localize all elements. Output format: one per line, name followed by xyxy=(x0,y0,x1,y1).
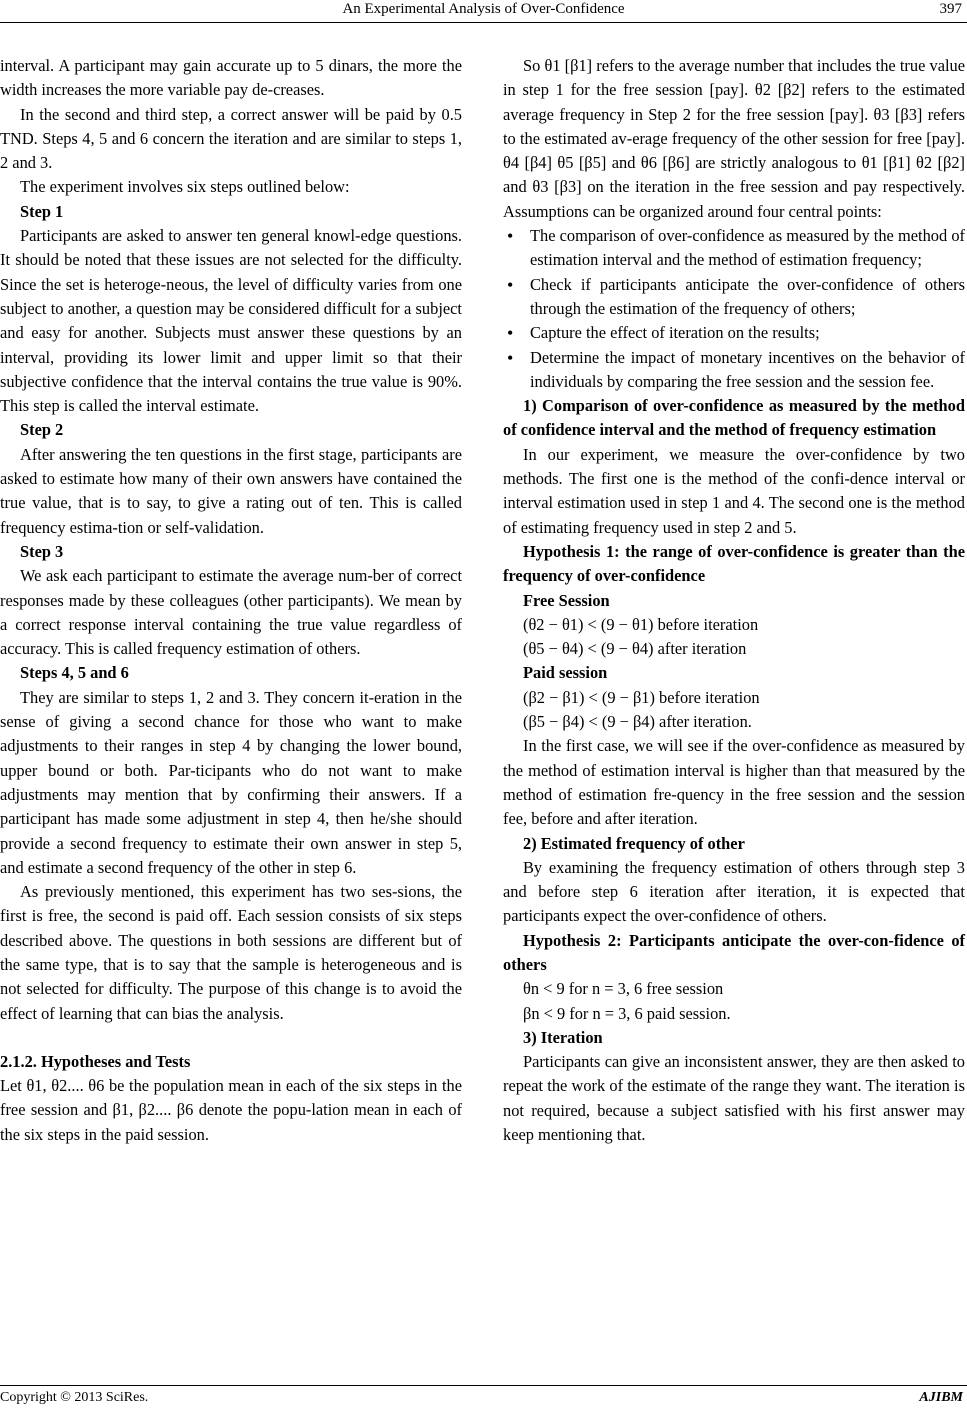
paragraph: As previously mentioned, this experiment has two ses-sions, the first is free, the second is paid off. Each session consists of six steps described above. The questions in both sessions are different but of the same type, that is to say that the sample is heterogeneous and is not selected for difficulty. The purpose of this change is to avoid the effect of learning that can bias the analysis. xyxy=(0,882,462,1023)
footer-rule xyxy=(0,1385,967,1386)
right-column xyxy=(503,54,965,1147)
list-item: • Capture the effect of iteration on the results; xyxy=(503,321,965,345)
hypothesis-heading: Hypothesis 1: the range of over-confidence is greater than the frequency of over-confidence xyxy=(503,541,965,586)
subsection-heading: 2) Estimated frequency of other xyxy=(523,833,745,853)
list-item: • Determine the impact of monetary incentives on the behavior of individuals by comparing the free session and the session fee. xyxy=(503,346,965,395)
formula: (θ5 − θ4) < (9 − θ4) after iteration xyxy=(523,639,747,659)
header-rule xyxy=(0,22,967,23)
step-heading: Step 2 xyxy=(20,420,64,440)
session-heading: Free Session xyxy=(523,590,610,610)
formula: θn < 9 for n = 3, 6 free session xyxy=(523,979,724,999)
page-number: 397 xyxy=(939,1,962,17)
paragraph: interval. A participant may gain accurate up to 5 dinars, the more the width increases the more variable pay de-creases. xyxy=(0,56,462,100)
paragraph: Participants can give an inconsistent answer, they are then asked to repeat the work of the estimate of the range they want. The iteration is not required, because a subject satisfied with his first answer may keep mentioning that. xyxy=(503,1052,965,1145)
formula: (β2 − β1) < (9 − β1) before iteration xyxy=(523,687,760,707)
paragraph: Let θ1, θ2.... θ6 be the population mean in each of the six steps in the free session and β1, β2.... β6 denote the popu-lation mean in each of the six steps in the paid session. xyxy=(0,1076,462,1144)
paragraph: We ask each participant to estimate the average num-ber of correct responses made by these colleagues (other participants). We mean by a correct response interval containing the true value regardless of accuracy. This is called frequency estimation of others. xyxy=(0,566,462,659)
hypothesis-heading: Hypothesis 2: Participants anticipate the over-con-fidence of others xyxy=(503,930,965,974)
paragraph: By examining the frequency estimation of others through step 3 and before step 6 iteration after iteration, it is expected that participants expect the over-confidence of others. xyxy=(503,857,965,926)
subsection-heading: 3) Iteration xyxy=(523,1027,603,1047)
formula: βn < 9 for n = 3, 6 paid session. xyxy=(523,1003,731,1023)
step-heading: Step 1 xyxy=(20,201,64,221)
page-footer xyxy=(0,1385,967,1409)
page-header xyxy=(0,0,967,26)
paragraph: Participants are asked to answer ten general knowl-edge questions. It should be noted that these issues are not selected for the difficulty. Since the set is heteroge-neous, the level of difficulty varies from one subject to another, a question may be considered difficult for a subject and easy for another. Subjects must answer these questions by an interval, providing its lower limit and upper limit so that their subjective confidence that the interval contains the true value is 90%. This step is called the interval estimate. xyxy=(0,226,462,416)
subsection-heading: 1) Comparison of over-confidence as measured by the method of confidence interval and the method of frequency estimation xyxy=(503,396,965,440)
paragraph: In our experiment, we measure the over-confidence by two methods. The first one is the method of the confi-dence interval or interval estimation used in step 1 and 4. The second one is the method of estimating frequency used in step 2 and 5. xyxy=(503,444,965,537)
section-heading: 2.1.2. Hypotheses and Tests xyxy=(0,1051,191,1071)
left-column xyxy=(0,54,462,1147)
formula: (θ2 − θ1) < (9 − θ1) before iteration xyxy=(523,614,759,634)
assumption-list xyxy=(503,224,965,394)
list-item: • The comparison of over-confidence as measured by the method of estimation interval and the method of estimation frequency; xyxy=(503,224,965,273)
paragraph: In the first case, we will see if the over-confidence as measured by the method of estimation interval is higher than that measured by the method of estimation fre-quency in the free session and the session fee, before and after iteration. xyxy=(503,736,965,829)
list-item: • Check if participants anticipate the over-confidence of others through the estimation of the frequency of others; xyxy=(503,273,965,322)
formula: (β5 − β4) < (9 − β4) after iteration. xyxy=(523,712,752,732)
step-heading: Steps 4, 5 and 6 xyxy=(20,663,129,683)
paragraph: The experiment involves six steps outlined below: xyxy=(20,177,350,197)
session-heading: Paid session xyxy=(523,663,608,683)
journal-name: AJIBM xyxy=(919,1390,963,1405)
paragraph: After answering the ten questions in the first stage, participants are asked to estimate how many of their own answers have contained the true value, that is to say, to give a rating out of ten. This is called frequency estima-tion or self-validation. xyxy=(0,444,462,537)
copyright: Copyright © 2013 SciRes. xyxy=(0,1390,149,1405)
step-heading: Step 3 xyxy=(20,541,64,561)
paragraph: In the second and third step, a correct answer will be paid by 0.5 TND. Steps 4, 5 and 6 concern the iteration and are similar to steps 1, 2 and 3. xyxy=(0,104,462,173)
paragraph: They are similar to steps 1, 2 and 3. They concern it-eration in the sense of giving a second chance for those who want to make adjustments to their ranges in step 4 by changing the lower bound, upper bound or both. Par-ticipants who do not want to make adjustments may mention that by confirming their answers. If a participant has made some adjustment in step 4, then he/she should provide a second frequency to estimate their own answer in step 5, and estimate a second frequency of the other in step 6. xyxy=(0,687,462,877)
paragraph: So θ1 [β1] refers to the average number that includes the true value in step 1 for the free session [pay]. θ2 [β2] refers to the estimated average frequency in Step 2 for the free session [pay]. θ3 [β3] refers to the estimated av-erage frequency of the other session for free [pay]. θ4 [β4] θ5 [β5] and θ6 [β6] are strictly analogous to θ1 [β1] θ2 [β2] and θ3 [β3] on the iteration in the free session and pay respectively. Assumptions can be organized around four central points: xyxy=(503,56,965,221)
running-title: An Experimental Analysis of Over-Confidence xyxy=(342,1,625,17)
